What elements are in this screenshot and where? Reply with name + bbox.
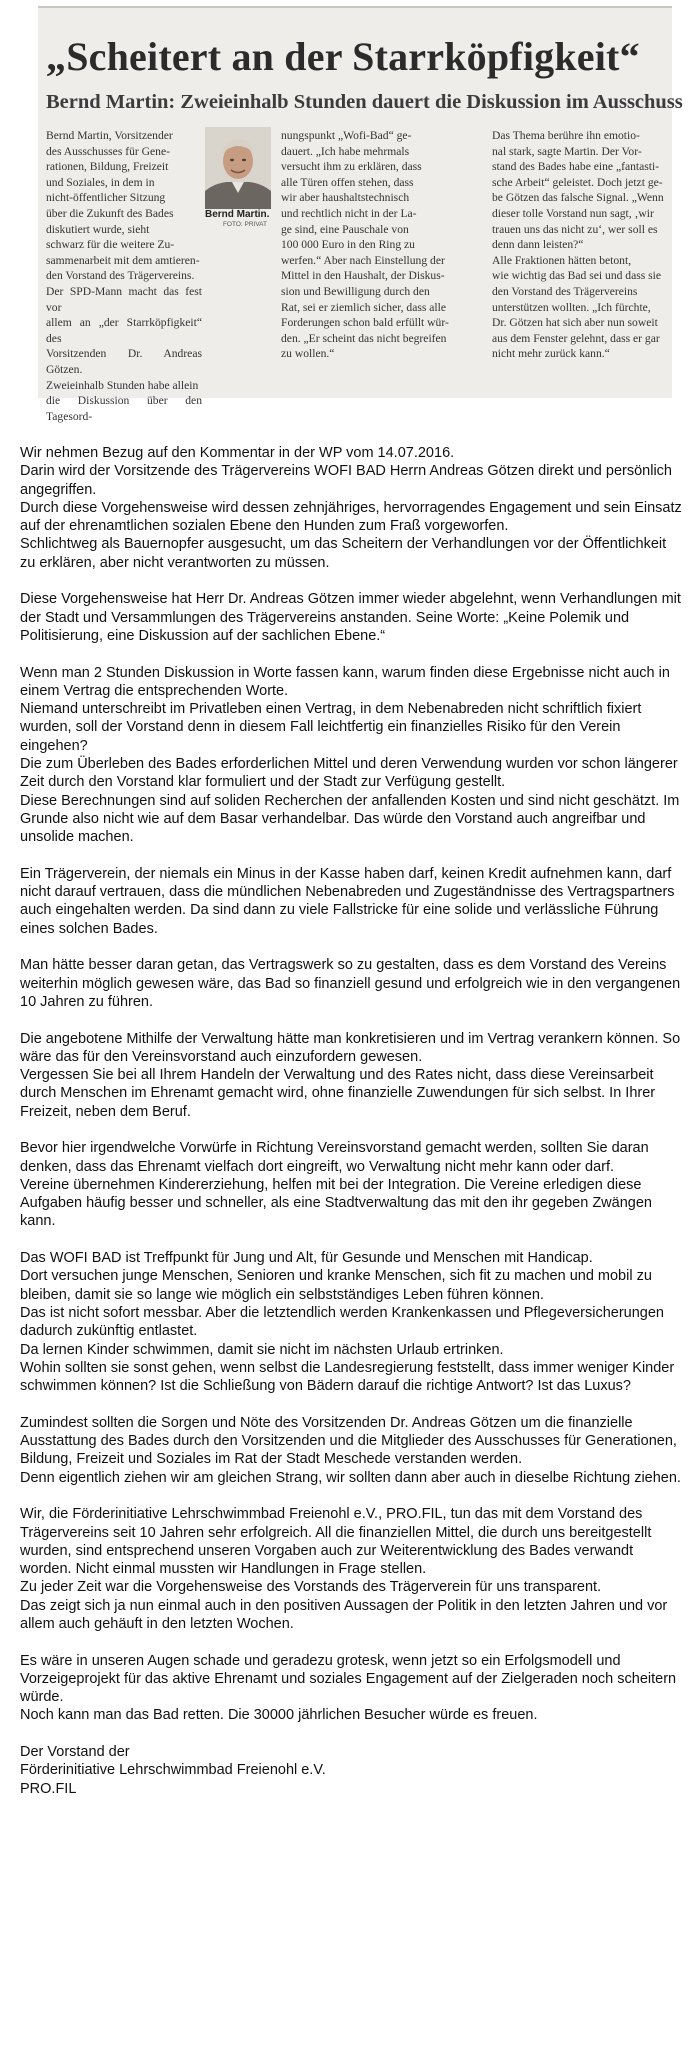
letter-paragraph: Wir, die Förderinitiative Lehrschwimmbad Freienohl e.V., PRO.FIL, tun das mit dem Vorstand des Trägervereins seit 10 Jahren sehr erfolgreich. All die finanziellen Mittel, die durch uns bereitgestellt wurden, sind entsprechend unseren Vorgaben auch zur Weiterentwicklung des Bades verwandt worden. Nicht einmal mussten wir Handlungen in Frage stellen. Zu jeder Zeit war die Vorgehensweise des Vorstands des Trägerverein für uns transparent. Das zeigt sich ja nun einmal auch in den positiven Aussagen der Politik in den letzten Jahren und vor allem auch gehäuft in den letzten Wochen. (20, 1506, 668, 1632)
photo-caption-name: Bernd Martin. (205, 209, 270, 220)
clipping-headline: „Scheitert an der Starrköpfigkeit“ (46, 34, 640, 79)
letter-body (20, 444, 684, 1798)
clipping-column-3: Das Thema berühre ihn emotio- nal stark, sagte Martin. Der Vor- stand des Bades habe eine „fantasti- sche Arbeit“ geleistet. Doch jetzt ge- be Götzen das falsche Signal. „Wenn dieser tolle Vorstand nun sagt, ‚wir trauen uns das nicht zu‘, wer soll es denn dann leisten?“ Alle Fraktionen hätten betont, wie wichtig das Bad sei und dass sie den Vorstand des Trägervereins unterstützen wollten. „Ich fürchte, Dr. Götzen hat sich aber nun soweit aus dem Fenster gelehnt, dass er gar nicht mehr zurück kann.“ (492, 129, 664, 361)
letter-signature: Der Vorstand der Förderinitiative Lehrschwimmbad Freienohl e.V. PRO.FIL (20, 1744, 326, 1797)
clipping-top-rule (38, 6, 672, 8)
letter-paragraph: Das WOFI BAD ist Treffpunkt für Jung und Alt, für Gesunde und Menschen mit Handicap. Dort versuchen junge Menschen, Senioren und kranke Menschen, sich fit zu machen und mobil zu bleiben, damit sie so lange wie möglich ein selbstständiges Leben führen können. Das ist nicht sofort messbar. Aber die letztendlich werden Krankenkassen und Pflegeversicherungen dadurch zukünftig entlastet. Da lernen Kinder schwimmen, damit sie nicht im nächsten Urlaub ertrinken. Wohin sollten sie sonst gehen, wenn selbst die Landesregierung feststellt, dass immer weniger Kinder schwimmen können? Ist die Schließung von Bädern darauf die richtige Antwort? Ist das Luxus? (20, 1250, 675, 1395)
letter-paragraph: Es wäre in unseren Augen schade und geradezu grotesk, wenn jetzt so ein Erfolgsmodell und Vorzeigeprojekt für das aktive Ehrenamt und soziales Engagement auf der Zielgeraden noch scheitern würde. Noch kann man das Bad retten. Die 30000 jährlichen Besucher würde es freuen. (20, 1652, 677, 1724)
clipping-column-1: Bernd Martin, Vorsitzender des Ausschusses für Gene- rationen, Bildung, Freizeit und Soziales, in dem in nicht-öffentlicher Sitzung über die Zukunft des Bades diskutiert wurde, sieht schwarz für die weitere Zu- sammenarbeit mit dem amtieren- den Vorstand des Trägervereins. Der SPD-Mann macht das fest vor allem an „der Starrköpfigkeit“ des Vorsitzenden Dr. Andreas Götzen. Zweieinhalb Stunden habe allein die Diskussion über den Tagesord- (46, 129, 202, 423)
letter-paragraph: Wenn man 2 Stunden Diskussion in Worte fassen kann, warum finden diese Ergebnisse nicht auch in einem Vertrag die entsprechenden Worte. Niemand unterschreibt im Privatleben einen Vertrag, in dem Nebenabreden nicht schriftlich fixiert wurden, soll der Vorstand denn in diesem Fall leichtfertig ein finanzielles Risiko für den Verein eingehen? Die zum Überleben des Bades erforderlichen Mittel und deren Verwendung wurden vor schon längerer Zeit durch den Vorstand klar formuliert und der Stadt zur Verfügung gestellt. Diese Berechnungen sind auf soliden Recherchen der anfallenden Kosten und sind nicht geschätzt. Im Grunde also nicht wie auf dem Basar verhandelbar. Das würde den Vorstand auch angreifbar und unsolide machen. (20, 664, 680, 846)
letter-paragraph: Ein Trägerverein, der niemals ein Minus in der Kasse haben darf, keinen Kredit aufnehmen kann, darf nicht darauf vertrauen, dass die mündlichen Nebenabreden und Zugeständnisse des Vertragspartners auch eingehalten werden. Da sind dann zu viele Fallstricke für eine solide und verlässliche Führung eines solchen Bades. (20, 865, 675, 937)
letter-paragraph: Die angebotene Mithilfe der Verwaltung hätte man konkretisieren und im Vertrag verankern können. So wäre das für den Vereinsvorstand auch einzufordern gewesen. Vergessen Sie bei all Ihrem Handeln der Verwaltung und des Rates nicht, dass diese Vereinsarbeit durch Menschen im Ehrenamt gemacht wird, ohne finanzielle Zuwendungen für sich selbst. In Ihrer Freizeit, neben dem Beruf. (20, 1030, 681, 1120)
letter-paragraph: Man hätte besser daran getan, das Vertragswerk so zu gestalten, dass es dem Vorstand des Vereins weiterhin möglich gewesen wäre, das Bad so finanziell gesund und erfolgreich wie in den vergangenen 10 Jahren zu führen. (20, 957, 681, 1010)
photo-credit: FOTO: PRIVAT (222, 221, 267, 228)
letter-paragraph: Diese Vorgehensweise hat Herr Dr. Andreas Götzen immer wieder abgelehnt, wenn Verhandlungen mit der Stadt und Versammlungen des Trägervereins anstanden. Seine Worte: „Keine Polemik und Politisierung, eine Diskussion auf der sachlichen Ebene.“ (20, 591, 681, 644)
portrait-image (205, 127, 271, 209)
photo-caption (205, 209, 281, 229)
letter-paragraph: Bevor hier irgendwelche Vorwürfe in Richtung Vereinsvorstand gemacht werden, sollten Sie daran denken, dass das Ehrenamt vielfach dort eingreift, wo Verwaltung nicht mehr kann oder darf. Vereine übernehmen Kindererziehung, helfen mit bei der Integration. Die Vereine erledigen diese Aufgaben häufig besser und schneller, als eine Stadtverwaltung das mit den ihr gegeben Zwängen kann. (20, 1140, 652, 1230)
letter-paragraph: Wir nehmen Bezug auf den Kommentar in der WP vom 14.07.2016. Darin wird der Vorsitzende des Trägervereins WOFI BAD Herrn Andreas Götzen direkt und persönlich angegriffen. Durch diese Vorgehensweise wird dessen zehnjähriges, hervorragendes Engagement und sein Einsatz auf der ehrenamtlichen sozialen Ebene den Hunden zum Fraß vorgeworfen. Schlichtweg als Bauernopfer ausgesucht, um das Scheitern der Verhandlungen vor der Öffentlichkeit zu erklären, aber nicht verantworten zu müssen. (20, 445, 682, 571)
clipping-subheadline: Bernd Martin: Zweieinhalb Stunden dauert die Diskussion im Ausschuss (46, 91, 683, 113)
letter-paragraph: Zumindest sollten die Sorgen und Nöte des Vorsitzenden Dr. Andreas Götzen um die finanzielle Ausstattung des Bades durch den Vorsitzenden und die Mitglieder des Ausschusses für Generationen, Bildung, Freizeit und Soziales im Rat der Stadt Meschede verstanden werden. Denn eigentlich ziehen wir am gleichen Strang, wir sollten dann aber auch in dieselbe Richtung ziehen. (20, 1414, 681, 1486)
portrait-photo (205, 127, 271, 209)
newspaper-clipping (38, 6, 683, 423)
clipping-column-2: nungspunkt „Wofi-Bad“ ge- dauert. „Ich habe mehrmals versucht ihm zu erklären, dass alle Türen offen stehen, dass wir aber haushaltstechnisch und rechtlich nicht in der La- ge sind, eine Pauschale von 100 000 Euro in den Ring zu werfen.“ Aber nach Einstellung der Mittel in den Haushalt, der Diskus- sion und Bewilligung durch den Rat, sei er ziemlich sicher, dass alle Forderungen schon bald erfüllt wür- den. „Er scheint das nicht begreifen zu wollen.“ (281, 129, 449, 361)
